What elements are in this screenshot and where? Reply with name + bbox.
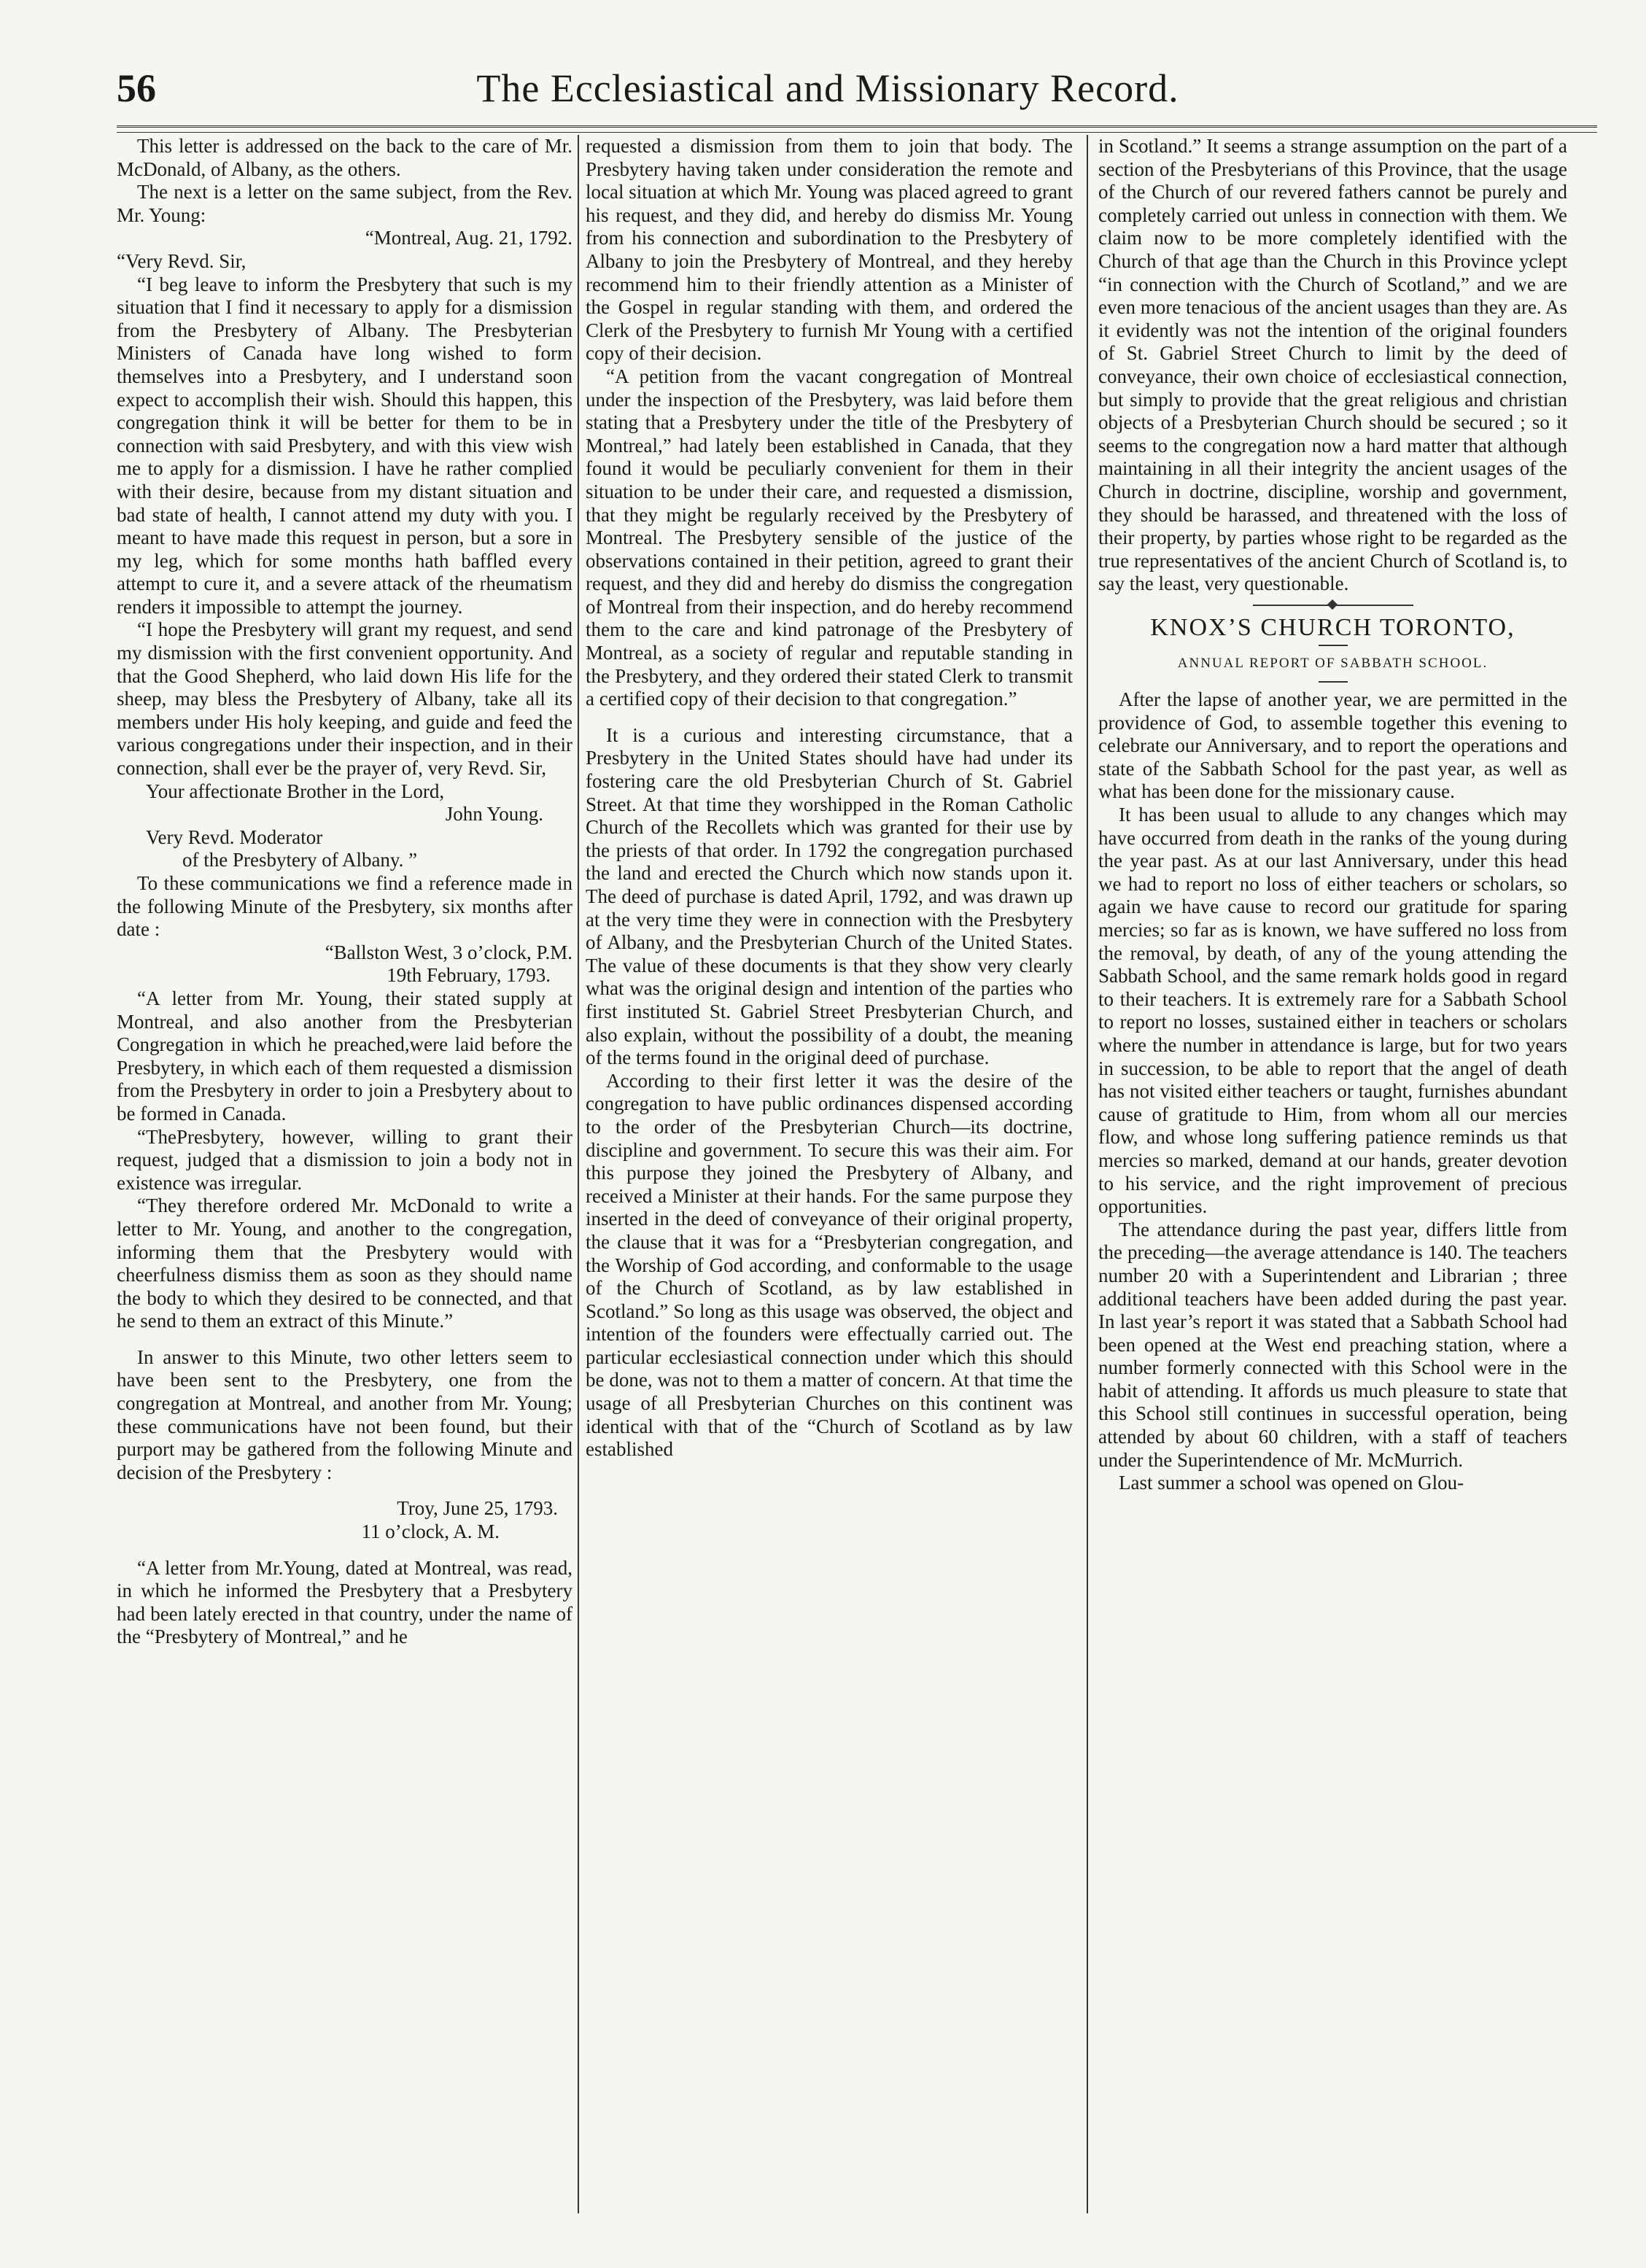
paragraph: It is a curious and interesting circumstance, that a Presbytery in the United States should have had under its fostering care the old Presbyterian Church of St. Gabriel Street. At that time they worshipped in the Roman Catholic Church of the Recollets which was granted for their use by the priests of that order. In 1792 the congregation purchased the land and erected the Church which now stands upon it. The deed of purchase is dated April, 1792, and was drawn up at the very time they were in connection with the Presbytery of Albany, and the Presbyterian Church of the United States. The value of these documents is that they show very clearly what was the original design and intention of the parties who first instituted St. Gabriel Street Presbyterian Church, and also explain, without the possibility of a doubt, the meaning of the terms found in the original deed of purchase. — [586, 723, 1073, 1069]
paragraph: “They therefore ordered Mr. McDonald to write a letter to Mr. Young, and another to the congregation, informing them that the Presbytery would with cheerfulness dismiss them as soon as they should name the body to which they desired to be connected, and that he send to them an extract of this Minute.” — [117, 1195, 572, 1332]
page-header — [73, 66, 1583, 124]
column-rule-left — [578, 135, 579, 2213]
letter-closing: Your affectionate Brother in the Lord, — [146, 780, 445, 802]
minute-dateline: “Ballston West, 3 o’clock, P.M. — [325, 941, 572, 963]
section-subtitle: ANNUAL REPORT OF SABBATH SCHOOL. — [1177, 656, 1488, 672]
paragraph: “A petition from the vacant congregation of Montreal under the inspection of the Presbytery, was laid before them stating that a Presbytery under the title of the Presbytery of Montreal,” had lately been established in Canada, that they found it would be peculiarly convenient for them in their situation to be under their care, and requested a dismission, that they might be regularly received by the Presbytery of Montreal. The Presbytery sensible of the justice of the observations contained in their petition, agreed to grant their request, and they did and hereby do dismiss the congregation of Montreal from their inspection, and do hereby recommend them to the care and kind patronage of the Presbytery of Montreal, as a society of regular and reputable standing in the Presbytery, and they ordered their stated Clerk to transmit a certified copy of their decision to that congregation.” — [586, 365, 1073, 710]
letter-salutation: “Very Revd. Sir, — [117, 249, 246, 272]
section-divider — [1319, 681, 1348, 683]
paragraph: This letter is addressed on the back to the care of Mr. McDonald, of Albany, as the others. — [117, 135, 572, 180]
minute-dateline: 19th February, 1793. — [387, 964, 551, 987]
minute-dateline: 11 o’clock, A. M. — [361, 1521, 500, 1543]
paragraph: “I hope the Presbytery will grant my request, and send my dismission with the first convenient opportunity. And that the Good Shepherd, who laid down His life for the sheep, may bless the Presbytery of Albany, take all its members under His holy keeping, and guide and feed the various congregations under their inspection, and in their connection, shall ever be the prayer of, very Revd. Sir, — [117, 618, 572, 780]
paragraph: “I beg leave to inform the Presbytery that such is my situation that I find it necessary to apply for a dismission from the Presbytery of Albany. The Presbyterian Ministers of Canada have long wished to form themselves into a Presbytery, and I understand soon expect to accomplish their wish. Should this happen, this congregation think it will be better for them to be in connection with said Presbytery, and with this view wish me to apply for a dismission. I have he rather complied with their desire, because from my distant situation and bad state of health, I cannot attend my duty with you. I meant to have made this request in person, but a sore in my leg, which for some months hath baffled every attempt to cure it, and a severe attack of the rheumatism renders it impossible to attempt the journey. — [117, 273, 572, 618]
section-title: KNOX’S CHURCH TORONTO, — [1150, 613, 1515, 641]
section-ornament — [1253, 605, 1413, 606]
paragraph: The next is a letter on the same subject, from the Rev. Mr. Young: — [117, 181, 572, 226]
header-rule — [117, 125, 1597, 133]
running-title: The Ecclesiastical and Missionary Record. — [476, 66, 1179, 110]
paragraph: requested a dismission from them to join that body. The Presbytery having taken under consideration the remote and local situation at which Mr. Young was placed agreed to grant his request, and they did, and hereby do dismiss Mr. Young from his connection and subordination to the Presbytery of Albany to join the Presbytery of Montreal, and they hereby recommend him to their friendly attention as a Minister of the Gospel in regular standing with them, and ordered the Clerk of the Presbytery to furnish Mr Young with a certified copy of their decision. — [586, 135, 1073, 365]
paragraph: “A letter from Mr.Young, dated at Montreal, was read, in which he informed the Presbytery that a Presbytery had been lately erected in that country, under the name of the “Presbytery of Montreal,” and he — [117, 1556, 572, 1648]
column-middle — [586, 135, 1073, 1461]
column-left — [117, 135, 572, 1649]
section-divider — [1319, 645, 1348, 646]
paragraph: In answer to this Minute, two other letters seem to have been sent to the Presbytery, one from the congregation at Montreal, and another from Mr. Young; these communications have not been found, but their purport may be gathered from the following Minute and decision of the Presbytery : — [117, 1345, 572, 1483]
paragraph: “ThePresbytery, however, willing to grant their request, judged that a dismission to join a body not in existence was irregular. — [117, 1125, 572, 1194]
paragraph: The attendance during the past year, differs little from the preceding—the average attendance is 140. The teachers number 20 with a Superintendent and Librarian ; three additional teachers have been added during the past year. In last year’s report it was stated that a Sabbath School had been opened at the West end preaching station, where a number formerly connected with this School were in the habit of attending. It affords us much pleasure to state that this School still continues in successful operation, being attended by about 60 children, with a staff of teachers under the Superintendence of Mr. McMurrich. — [1098, 1218, 1567, 1471]
paragraph: Last summer a school was opened on Glou- — [1119, 1472, 1464, 1494]
paragraph: According to their first letter it was the desire of the congregation to have public ordinances dispensed according to the order of the Presbyterian Church—its doctrine, discipline and government. To secure this was their aim. For this purpose they joined the Presbytery of Albany, and received a Minister at their hands. For the same purpose they inserted in the deed of conveyance of their original property, the clause that it was for a “Presbyterian congregation, and the Worship of God according, and conformable to the usage of the Church of Scotland, as by law established in Scotland.” So long as this usage was observed, the object and intention of the founders were effectually carried out. The particular ecclesiastical connection under which this should be done, was not to them a matter of concern. At that time the usage of all Presbyterian Churches on this continent was identical with that of the “Church of Scotland as by law established — [586, 1069, 1073, 1461]
letter-signature: John Young. — [445, 803, 543, 826]
column-right — [1098, 135, 1567, 1495]
letter-addressee: Very Revd. Moderator — [146, 826, 323, 848]
page-number: 56 — [117, 66, 156, 110]
paragraph: “A letter from Mr. Young, their stated supply at Montreal, and also another from the Presbyterian Congregation in which he preached,were laid before the Presbytery, in which each of them requested a dismission from the Presbytery in order to join a Presbytery about to be formed in Canada. — [117, 987, 572, 1125]
minute-dateline: Troy, June 25, 1793. — [397, 1497, 558, 1520]
paragraph: After the lapse of another year, we are permitted in the providence of God, to assemble together this evening to celebrate our Anniversary, and to report the operations and state of the Sabbath School for the past year, as well as what has been done for the missionary cause. — [1098, 688, 1567, 803]
letter-dateline: “Montreal, Aug. 21, 1792. — [365, 227, 572, 249]
letter-addressee: of the Presbytery of Albany. ” — [182, 849, 418, 871]
column-rule-right — [1087, 135, 1088, 2213]
paragraph: It has been usual to allude to any changes which may have occurred from death in the ranks of the young during the year past. As at our last Anniversary, under this head we had to report no loss of either teachers or scholars, so again we have cause to record our gratitude for sparing mercies; so far as is known, we have suffered no loss from the removal, by death, of any of the young attending the Sabbath School, and the same remark holds good in regard to their teachers. It is extremely rare for a Sabbath School to report no losses, sustained either in teachers or scholars where the number in attendance is large, but for two years in succession, to be able to report that the angel of death has not visited either teachers or taught, furnishes abundant cause of gratitude to Him, from whom all our mercies flow, and whose long suffering patience reminds us that mercies so marked, demand at our hands, greater devotion to his service, and the right improvement of precious opportunities. — [1098, 804, 1567, 1218]
paragraph: To these communications we find a reference made in the following Minute of the Presbytery, six months after date : — [117, 872, 572, 941]
paragraph: in Scotland.” It seems a strange assumption on the part of a section of the Presbyterians of this Province, that the usage of the Church of our revered fathers cannot be purely and completely carried out unless in connection with them. We claim now to be more completely identified with the Church of that age than the Church in this Province yclept “in connection with the Church of Scotland,” and we are even more tenacious of the ancient usages than they are. As it evidently was not the intention of the original founders of St. Gabriel Street Church to limit by the deed of conveyance, their own choice of ecclesiastical connection, but simply to provide that the great religious and christian objects of a Presbyterian Church should be secured ; so it seems to the congregation now a hard matter that although maintaining in all their integrity the ancient usages of the Church in doctrine, discipline, worship and government, they should be harassed, and threatened with the loss of their property, by parties whose right to be regarded as the true representatives of the ancient Church of Scotland is, to say the least, very questionable. — [1098, 135, 1567, 595]
